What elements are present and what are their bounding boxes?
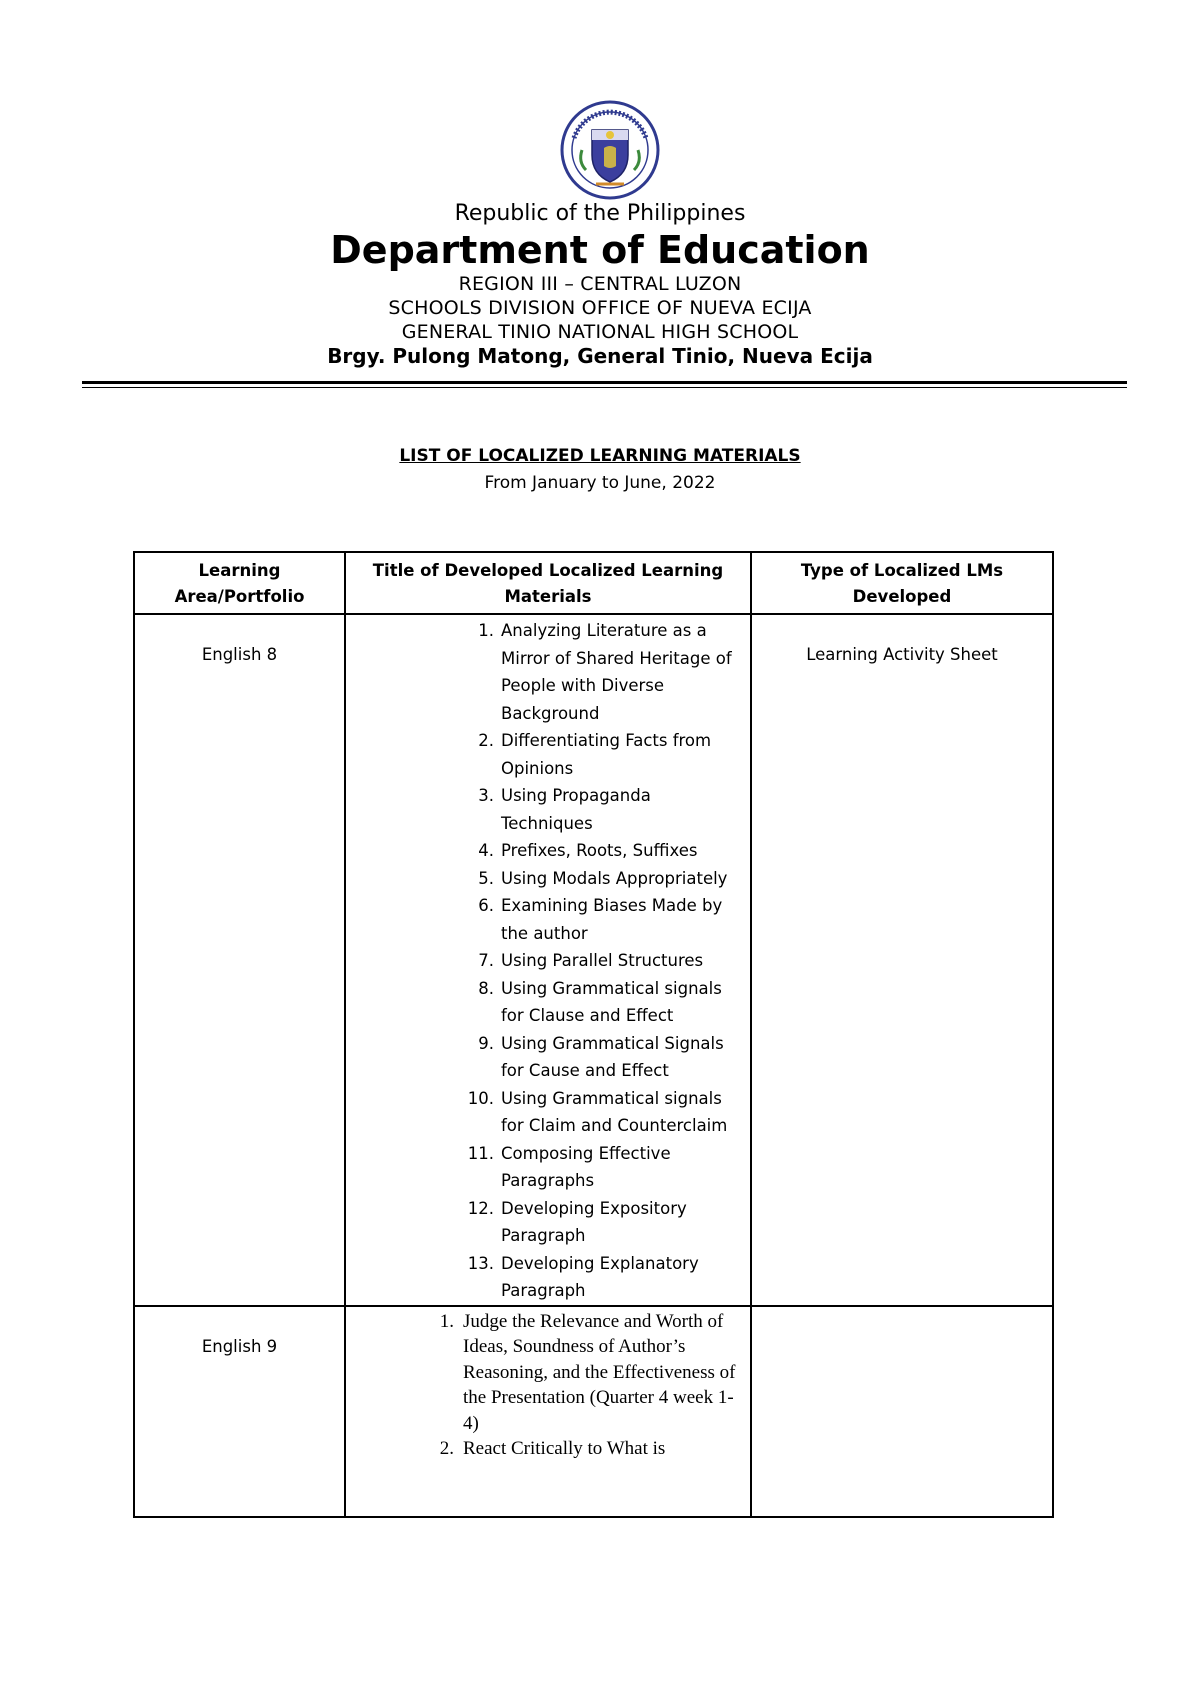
- item-number: 1.: [478, 621, 494, 640]
- item-title: React Critically to What is: [463, 1438, 666, 1460]
- division-line: SCHOOLS DIVISION OFFICE OF NUEVA ECIJA: [388, 297, 812, 319]
- document-period: From January to June, 2022: [484, 473, 716, 493]
- table-row-english-8: [134, 614, 1053, 1306]
- item-title: Judge the Relevance and Worth of Ideas, Soundness of Author’s Reasoning, and the Effectiveness of the Presentation (Quarter 4 week 1-4): [463, 1310, 736, 1434]
- item-number: 11.: [467, 1143, 494, 1163]
- region-line: REGION III – CENTRAL LUZON: [458, 273, 742, 295]
- header-title: Title of Developed Localized Learning Materials: [345, 552, 751, 614]
- item-title: Using Parallel Structures: [501, 951, 704, 970]
- item-number: 12.: [467, 1198, 494, 1218]
- item-number: 4.: [478, 841, 494, 860]
- item-title: Using Grammatical Signals for Cause and Effect: [501, 1033, 724, 1080]
- item-title: Differentiating Facts from Opinions: [501, 731, 712, 778]
- list-item: [346, 617, 746, 727]
- item-number: 10.: [467, 1088, 494, 1108]
- deped-seal-logo: [560, 100, 660, 200]
- item-title: Using Grammatical signals for Claim and Counterclaim: [501, 1088, 728, 1135]
- header-learning-area: Learning Area/Portfolio: [134, 552, 345, 614]
- learning-area-cell: English 9: [134, 1306, 345, 1517]
- item-title: Composing Effective Paragraphs: [501, 1143, 671, 1190]
- list-item: [346, 727, 746, 782]
- learning-materials-table: [133, 551, 1054, 1518]
- table-header-row: [134, 552, 1053, 614]
- list-item: [346, 1309, 746, 1437]
- item-number: 3.: [478, 786, 494, 805]
- item-number: 7.: [478, 951, 494, 970]
- item-number: 2.: [478, 731, 494, 750]
- titles-cell: [345, 614, 751, 1306]
- item-title: Analyzing Literature as a Mirror of Shared Heritage of People with Diverse Background: [501, 621, 732, 723]
- republic-heading: Republic of the Philippines: [454, 201, 746, 226]
- item-title: Using Propaganda Techniques: [501, 786, 651, 833]
- materials-list: [346, 1309, 746, 1463]
- materials-list: [346, 617, 746, 1305]
- school-line: GENERAL TINIO NATIONAL HIGH SCHOOL: [401, 321, 799, 343]
- list-item: [346, 1030, 746, 1085]
- item-number: 2.: [439, 1438, 454, 1460]
- lm-type-cell: [751, 1306, 1053, 1517]
- item-number: 5.: [478, 868, 494, 888]
- address-line: Brgy. Pulong Matong, General Tinio, Nueva Ecija: [327, 344, 873, 368]
- list-item: [346, 1195, 746, 1250]
- item-title: Using Grammatical signals for Clause and Effect: [501, 978, 722, 1025]
- list-item: [346, 947, 746, 975]
- list-item: [346, 782, 746, 837]
- header-type: Type of Localized LMs Developed: [751, 552, 1053, 614]
- item-title: Developing Explanatory Paragraph: [501, 1253, 699, 1300]
- list-item: [346, 892, 746, 947]
- list-item: [346, 1250, 746, 1305]
- list-item: [346, 865, 746, 893]
- item-number: 6.: [478, 896, 494, 915]
- titles-cell: [345, 1306, 751, 1517]
- item-number: 13.: [467, 1253, 494, 1273]
- document-title: LIST OF LOCALIZED LEARNING MATERIALS: [399, 446, 801, 466]
- item-number: 9.: [478, 1033, 494, 1053]
- item-title: Prefixes, Roots, Suffixes: [501, 841, 698, 860]
- department-heading: Department of Education: [330, 228, 870, 272]
- list-item: [346, 1436, 746, 1462]
- table-row-english-9: [134, 1306, 1053, 1517]
- header-divider-thin: [82, 387, 1127, 388]
- header-divider: [82, 381, 1127, 384]
- item-title: Examining Biases Made by the author: [501, 896, 723, 943]
- list-item: [346, 837, 746, 865]
- list-item: [346, 975, 746, 1030]
- list-item: [346, 1085, 746, 1140]
- learning-area-cell: English 8: [134, 614, 345, 1306]
- item-title: Using Modals Appropriately: [501, 868, 728, 888]
- item-title: Developing Expository Paragraph: [501, 1198, 687, 1245]
- item-number: 8.: [478, 978, 494, 998]
- list-item: [346, 1140, 746, 1195]
- item-number: 1.: [439, 1310, 454, 1332]
- lm-type-cell: Learning Activity Sheet: [751, 614, 1053, 1306]
